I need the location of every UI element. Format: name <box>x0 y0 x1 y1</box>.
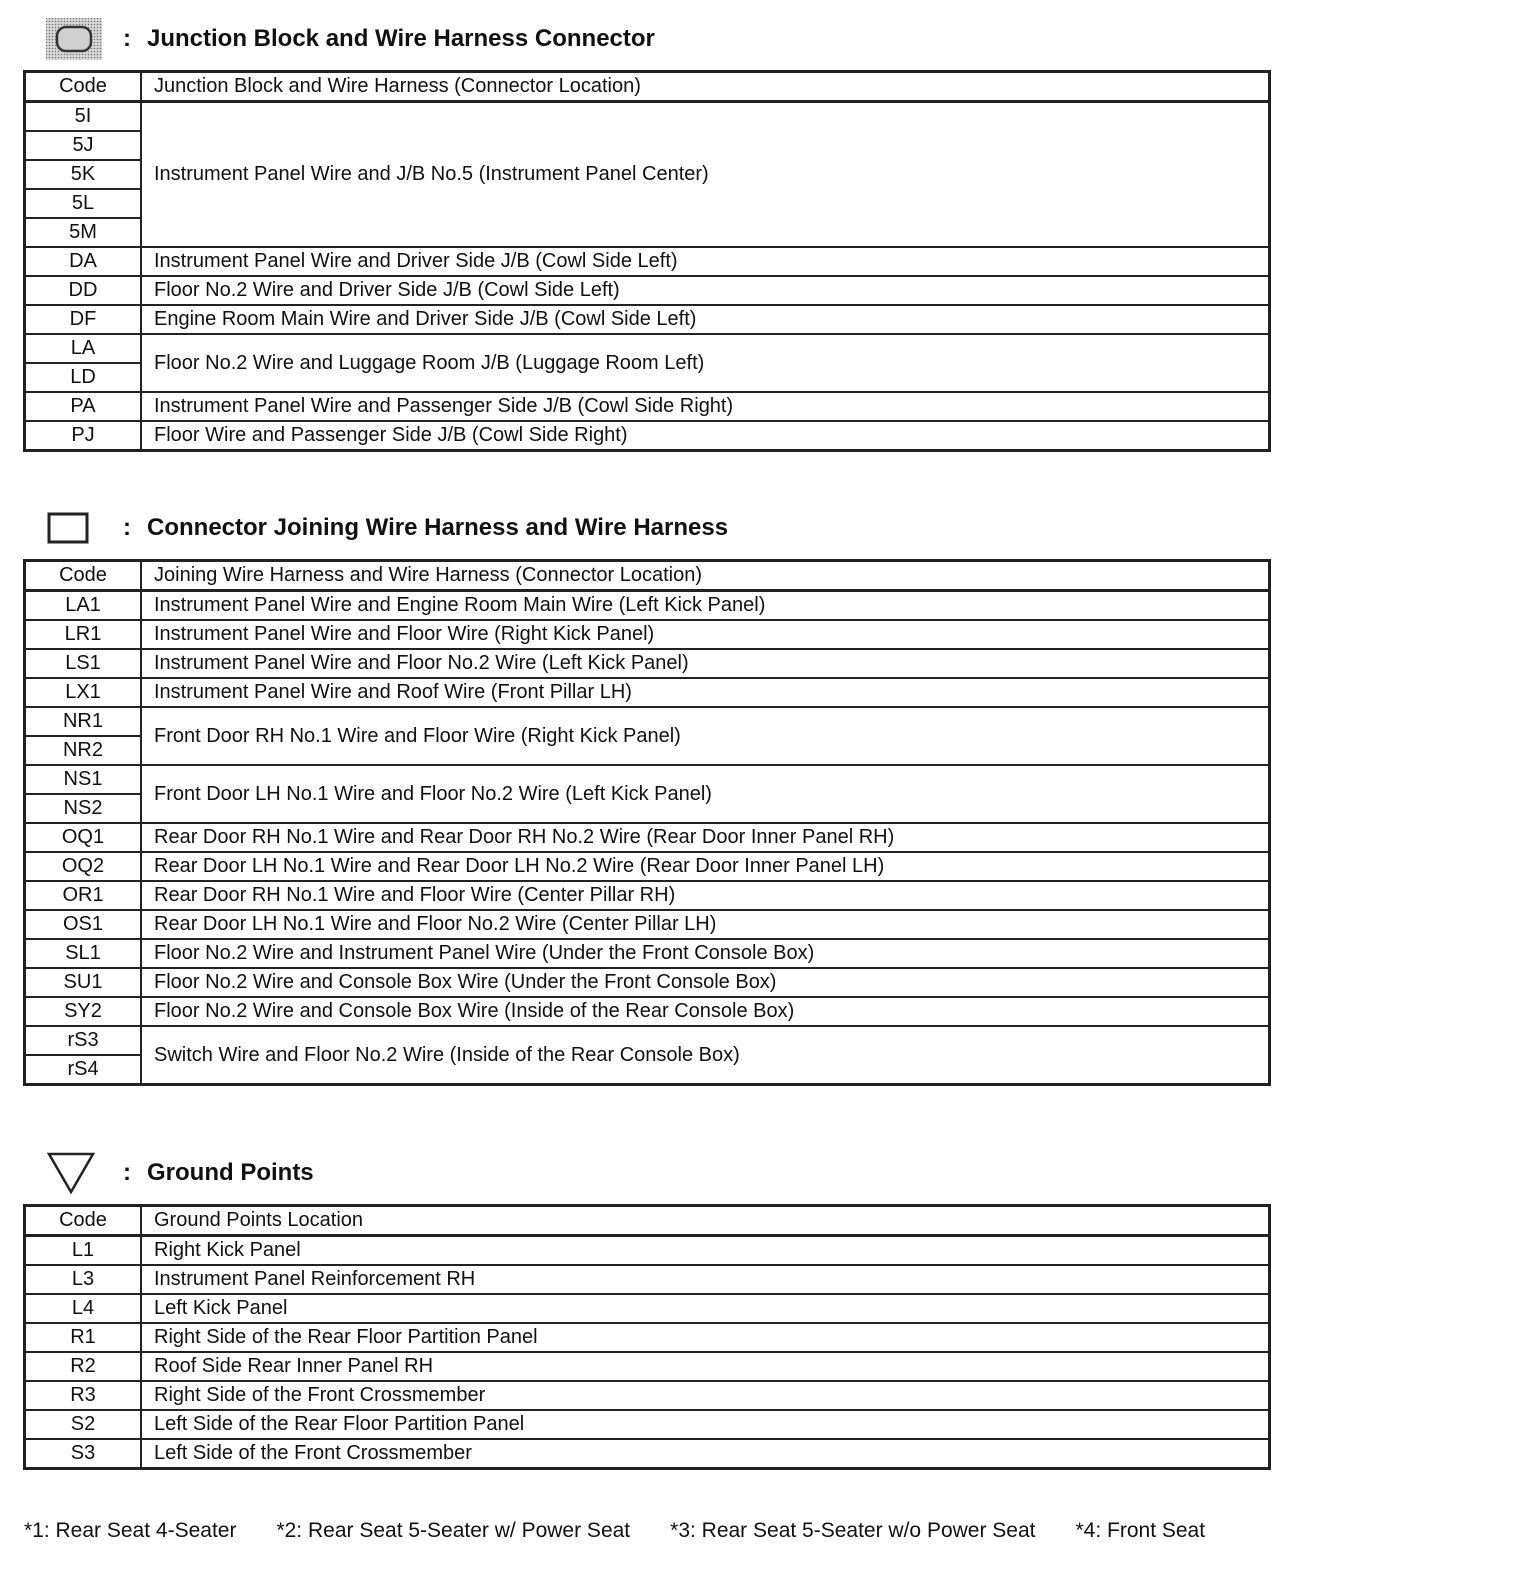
code-cell: S3 <box>25 1439 142 1469</box>
description-cell: Instrument Panel Reinforcement RH <box>141 1265 1270 1294</box>
colon: : <box>123 1159 131 1186</box>
code-cell: OR1 <box>25 881 142 910</box>
table-row <box>25 678 1270 707</box>
table-row <box>25 997 1270 1026</box>
description-cell: Instrument Panel Wire and Engine Room Main Wire (Left Kick Panel) <box>141 591 1270 621</box>
code-cell: OQ2 <box>25 852 142 881</box>
footnote: *4: Front Seat <box>1075 1519 1206 1542</box>
code-cell: S2 <box>25 1410 142 1439</box>
junction-block-symbol-icon <box>45 17 103 61</box>
description-cell: Instrument Panel Wire and Passenger Side J/B (Cowl Side Right) <box>141 392 1270 421</box>
description-cell: Floor No.2 Wire and Luggage Room J/B (Luggage Room Left) <box>141 334 1270 392</box>
table-header-row <box>25 72 1270 102</box>
table-row <box>25 939 1270 968</box>
description-cell: Front Door RH No.1 Wire and Floor Wire (Right Kick Panel) <box>141 707 1270 765</box>
code-cell: DF <box>25 305 142 334</box>
description-cell: Left Kick Panel <box>141 1294 1270 1323</box>
description-cell: Instrument Panel Wire and Roof Wire (Front Pillar LH) <box>141 678 1270 707</box>
description-cell: Roof Side Rear Inner Panel RH <box>141 1352 1270 1381</box>
table-row <box>25 276 1270 305</box>
footnote: *3: Rear Seat 5-Seater w/o Power Seat <box>670 1519 1036 1542</box>
description-cell: Floor No.2 Wire and Driver Side J/B (Cowl Side Left) <box>141 276 1270 305</box>
description-cell: Rear Door RH No.1 Wire and Rear Door RH No.2 Wire (Rear Door Inner Panel RH) <box>141 823 1270 852</box>
table-row <box>25 910 1270 939</box>
connector-joining-table <box>23 559 1271 1086</box>
table-row <box>25 1381 1270 1410</box>
header-code: Code <box>25 1206 142 1236</box>
table-row <box>25 334 1270 363</box>
table-row <box>25 968 1270 997</box>
description-cell: Floor Wire and Passenger Side J/B (Cowl Side Right) <box>141 421 1270 451</box>
table-row <box>25 102 1270 132</box>
code-cell: rS3 <box>25 1026 142 1055</box>
code-cell: OS1 <box>25 910 142 939</box>
description-cell: Instrument Panel Wire and Floor Wire (Right Kick Panel) <box>141 620 1270 649</box>
code-cell: LX1 <box>25 678 142 707</box>
code-cell: 5J <box>25 131 142 160</box>
description-cell: Rear Door LH No.1 Wire and Rear Door LH No.2 Wire (Rear Door Inner Panel LH) <box>141 852 1270 881</box>
code-cell: R2 <box>25 1352 142 1381</box>
table-header-row <box>25 1206 1270 1236</box>
table-row <box>25 823 1270 852</box>
table-row <box>25 1294 1270 1323</box>
code-cell: SL1 <box>25 939 142 968</box>
code-cell: NR1 <box>25 707 142 736</box>
code-cell: SU1 <box>25 968 142 997</box>
table-row <box>25 1265 1270 1294</box>
footnote: *2: Rear Seat 5-Seater w/ Power Seat <box>276 1519 631 1542</box>
table-row <box>25 305 1270 334</box>
code-cell: PJ <box>25 421 142 451</box>
code-cell: LS1 <box>25 649 142 678</box>
code-cell: LR1 <box>25 620 142 649</box>
table-row <box>25 392 1270 421</box>
section-title: Junction Block and Wire Harness Connector <box>147 25 655 52</box>
table-header-row <box>25 561 1270 591</box>
section-title: Connector Joining Wire Harness and Wire Harness <box>147 514 729 541</box>
description-cell: Right Side of the Front Crossmember <box>141 1381 1270 1410</box>
code-cell: L3 <box>25 1265 142 1294</box>
header-description: Junction Block and Wire Harness (Connector Location) <box>141 72 1270 102</box>
table-row <box>25 1236 1270 1266</box>
description-cell: Right Kick Panel <box>141 1236 1270 1266</box>
code-cell: 5L <box>25 189 142 218</box>
code-cell: R3 <box>25 1381 142 1410</box>
table-row <box>25 591 1270 621</box>
header-code: Code <box>25 72 142 102</box>
code-cell: R1 <box>25 1323 142 1352</box>
description-cell: Rear Door LH No.1 Wire and Floor No.2 Wire (Center Pillar LH) <box>141 910 1270 939</box>
description-cell: Instrument Panel Wire and Driver Side J/B (Cowl Side Left) <box>141 247 1270 276</box>
table-row <box>25 649 1270 678</box>
table-row <box>25 421 1270 451</box>
code-cell: OQ1 <box>25 823 142 852</box>
description-cell: Switch Wire and Floor No.2 Wire (Inside of the Rear Console Box) <box>141 1026 1270 1085</box>
section-header-connector <box>45 505 728 551</box>
code-cell: SY2 <box>25 997 142 1026</box>
header-description: Ground Points Location <box>141 1206 1270 1236</box>
code-cell: DD <box>25 276 142 305</box>
code-cell: rS4 <box>25 1055 142 1085</box>
section-header-ground <box>45 1150 314 1196</box>
code-cell: L4 <box>25 1294 142 1323</box>
description-cell: Front Door LH No.1 Wire and Floor No.2 Wire (Left Kick Panel) <box>141 765 1270 823</box>
description-cell: Rear Door RH No.1 Wire and Floor Wire (Center Pillar RH) <box>141 881 1270 910</box>
table-row <box>25 1439 1270 1469</box>
description-cell: Instrument Panel Wire and Floor No.2 Wire (Left Kick Panel) <box>141 649 1270 678</box>
colon: : <box>123 514 131 541</box>
section-header-junction <box>45 16 655 62</box>
colon: : <box>123 25 131 52</box>
code-cell: 5K <box>25 160 142 189</box>
code-cell: L1 <box>25 1236 142 1266</box>
description-cell: Floor No.2 Wire and Console Box Wire (Under the Front Console Box) <box>141 968 1270 997</box>
code-cell: NS2 <box>25 794 142 823</box>
table-row <box>25 707 1270 736</box>
code-cell: 5M <box>25 218 142 247</box>
description-cell: Instrument Panel Wire and J/B No.5 (Instrument Panel Center) <box>141 102 1270 248</box>
table-row <box>25 852 1270 881</box>
footnote: *1: Rear Seat 4-Seater <box>24 1519 237 1542</box>
junction-block-table <box>23 70 1271 452</box>
table-row <box>25 1352 1270 1381</box>
code-cell: LA1 <box>25 591 142 621</box>
code-cell: LA <box>25 334 142 363</box>
code-cell: PA <box>25 392 142 421</box>
description-cell: Engine Room Main Wire and Driver Side J/B (Cowl Side Left) <box>141 305 1270 334</box>
footnotes <box>24 1516 1504 1546</box>
code-cell: 5I <box>25 102 142 132</box>
description-cell: Right Side of the Rear Floor Partition Panel <box>141 1323 1270 1352</box>
description-cell: Floor No.2 Wire and Console Box Wire (Inside of the Rear Console Box) <box>141 997 1270 1026</box>
table-row <box>25 247 1270 276</box>
connector-symbol-icon <box>45 506 103 550</box>
header-code: Code <box>25 561 142 591</box>
code-cell: LD <box>25 363 142 392</box>
table-row <box>25 1323 1270 1352</box>
code-cell: NR2 <box>25 736 142 765</box>
table-row <box>25 620 1270 649</box>
table-row <box>25 1026 1270 1055</box>
code-cell: NS1 <box>25 765 142 794</box>
table-row <box>25 881 1270 910</box>
section-title: Ground Points <box>147 1159 314 1186</box>
header-description: Joining Wire Harness and Wire Harness (Connector Location) <box>141 561 1270 591</box>
ground-triangle-icon <box>45 1151 103 1195</box>
description-cell: Left Side of the Front Crossmember <box>141 1439 1270 1469</box>
table-row <box>25 765 1270 794</box>
description-cell: Left Side of the Rear Floor Partition Panel <box>141 1410 1270 1439</box>
ground-points-table <box>23 1204 1271 1470</box>
code-cell: DA <box>25 247 142 276</box>
table-row <box>25 1410 1270 1439</box>
description-cell: Floor No.2 Wire and Instrument Panel Wire (Under the Front Console Box) <box>141 939 1270 968</box>
